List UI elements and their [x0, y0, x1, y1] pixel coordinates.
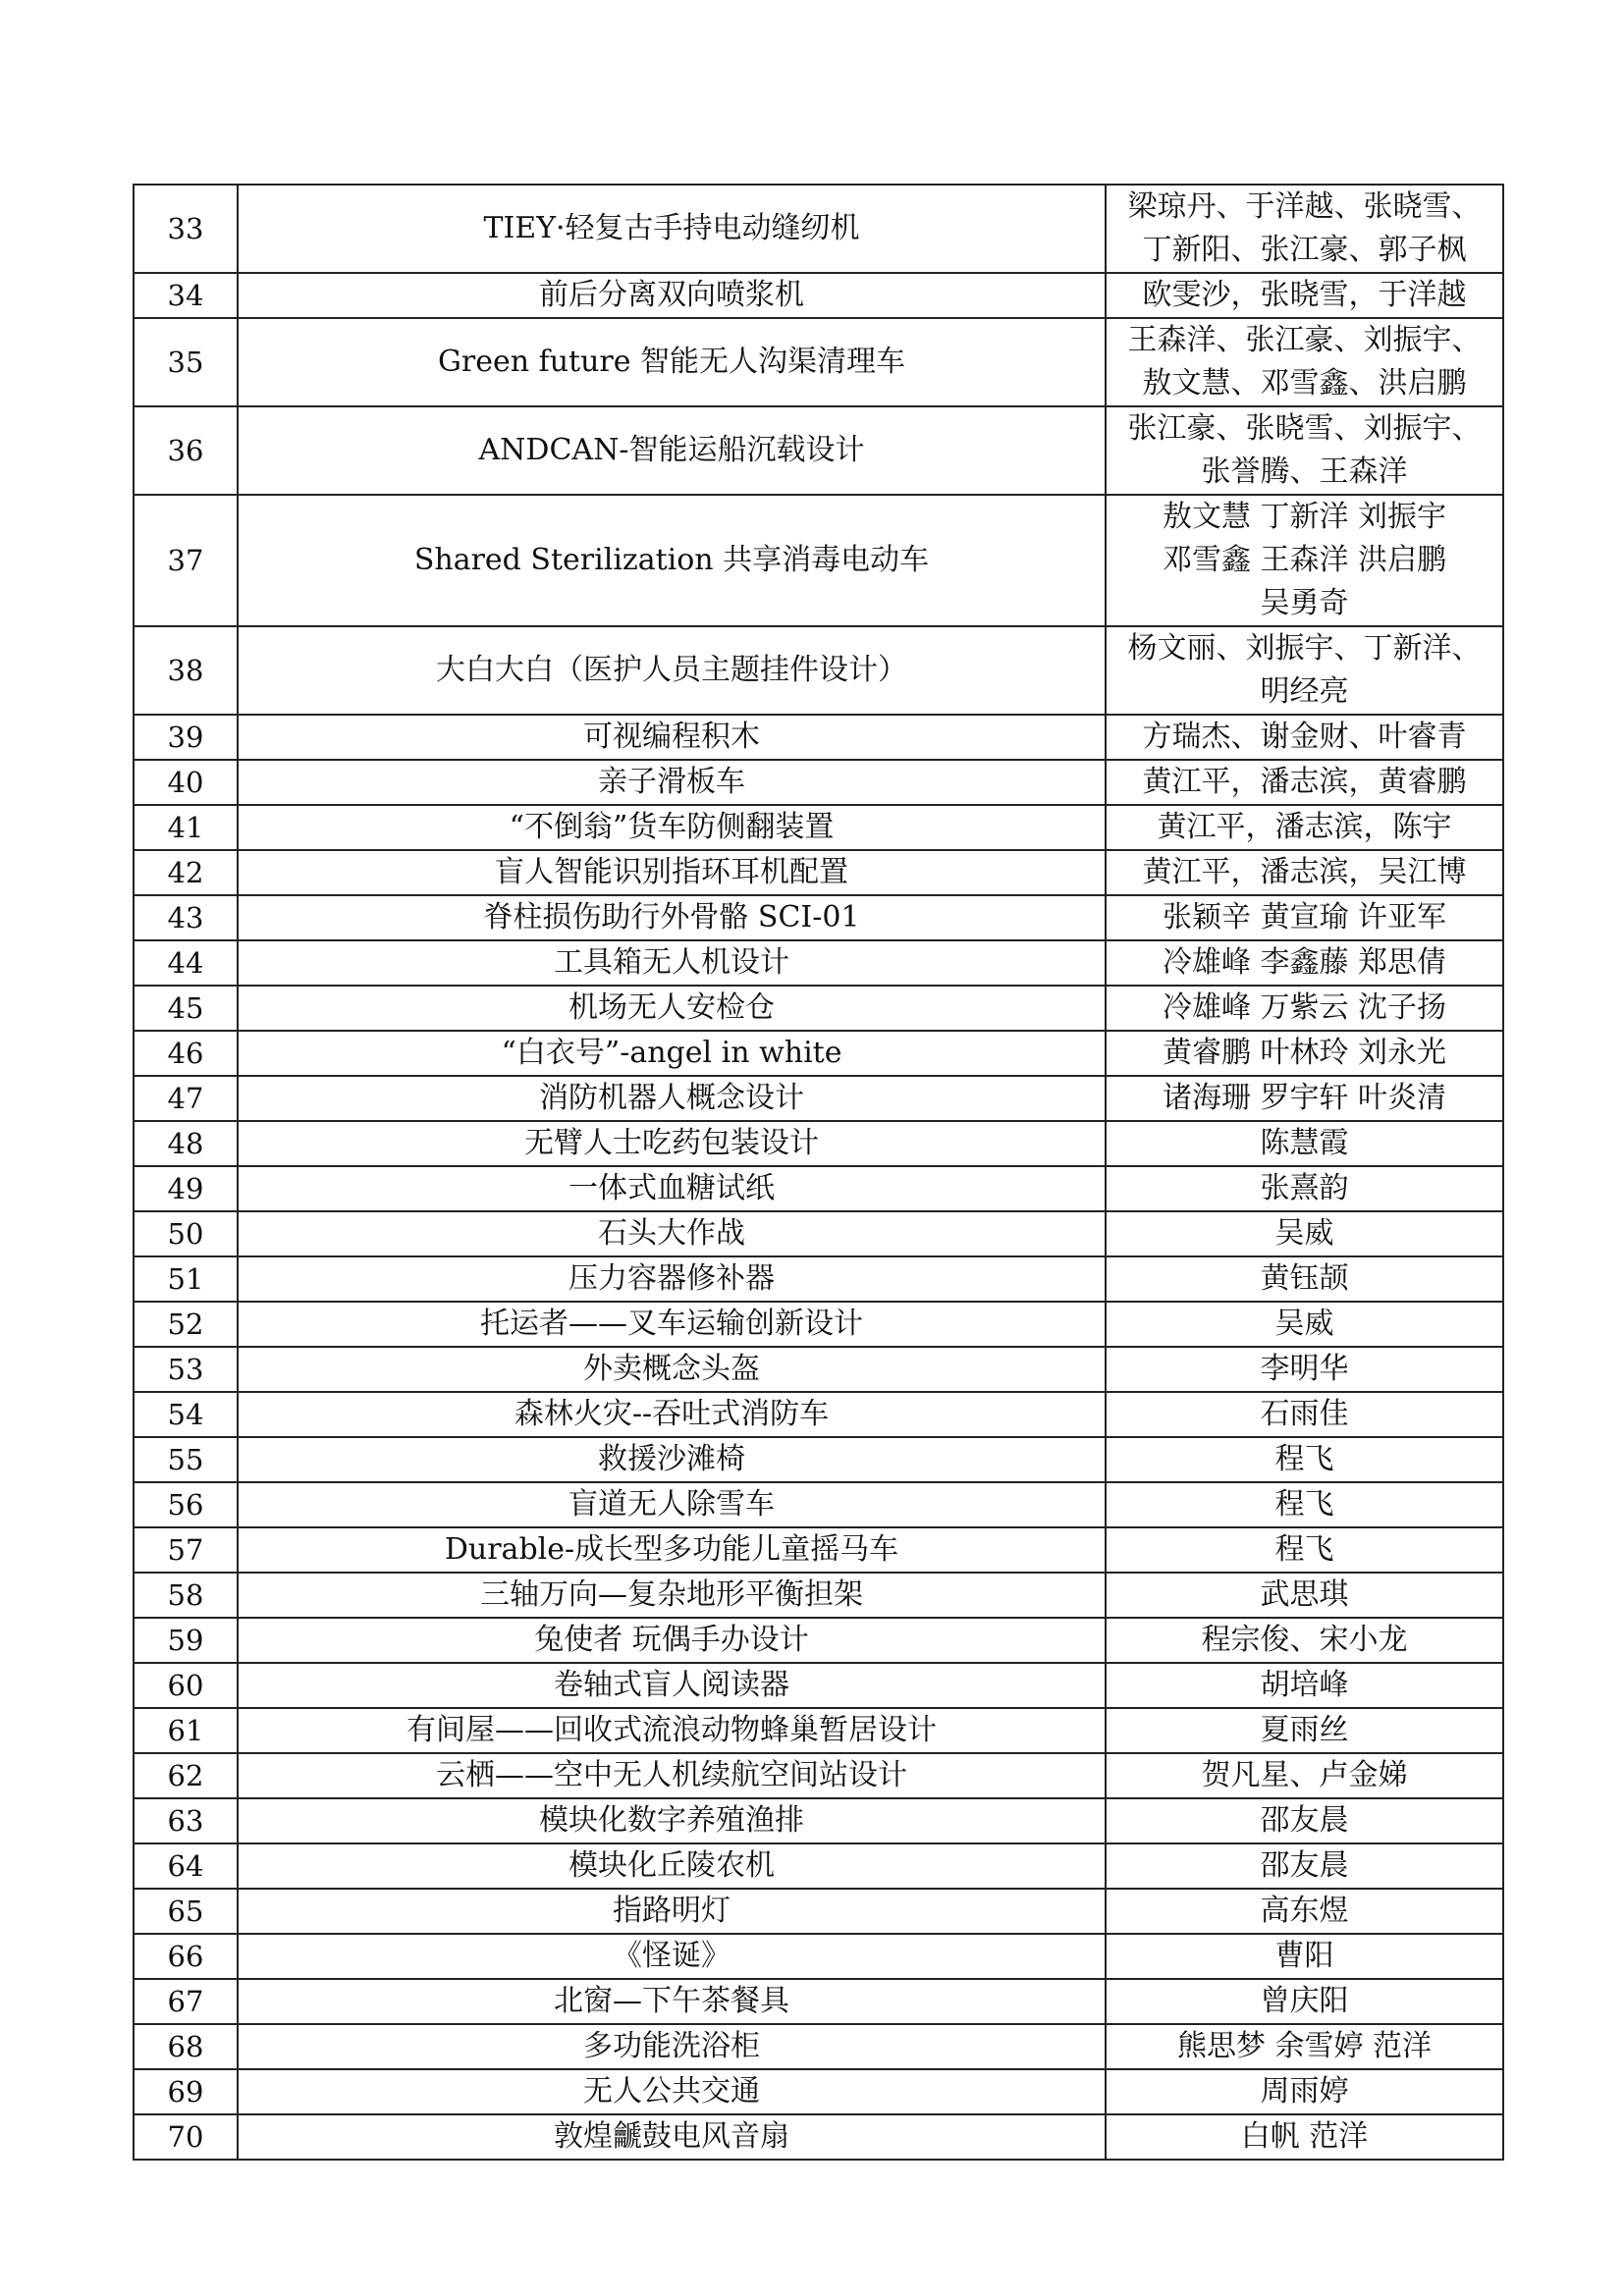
row-number: 57	[134, 1527, 238, 1573]
team-members: 邵友晨	[1106, 1843, 1503, 1889]
team-members: 欧雯沙，张晓雪，于洋越	[1106, 273, 1503, 318]
project-title: 救援沙滩椅	[238, 1437, 1106, 1482]
project-title: 模块化数字养殖渔排	[238, 1798, 1106, 1843]
row-number: 35	[134, 318, 238, 406]
project-title: Durable-成长型多功能儿童摇马车	[238, 1527, 1106, 1573]
row-number: 67	[134, 1979, 238, 2024]
project-title: 指路明灯	[238, 1889, 1106, 1934]
table-row	[134, 1347, 1503, 1392]
project-title: TIEY·轻复古手持电动缝纫机	[238, 185, 1106, 273]
row-number: 61	[134, 1708, 238, 1753]
team-members: 黄江平，潘志滨，黄睿鹏	[1106, 760, 1503, 805]
table-row	[134, 1121, 1503, 1166]
table-row	[134, 1573, 1503, 1618]
project-title: 前后分离双向喷浆机	[238, 273, 1106, 318]
row-number: 43	[134, 895, 238, 940]
project-title: 大白大白（医护人员主题挂件设计）	[238, 626, 1106, 715]
table-row	[134, 715, 1503, 760]
team-members: 曾庆阳	[1106, 1979, 1503, 2024]
team-members: 黄江平，潘志滨，陈宇	[1106, 805, 1503, 850]
team-members: 黄江平，潘志滨，吴江博	[1106, 850, 1503, 895]
project-title: 森林火灾--吞吐式消防车	[238, 1392, 1106, 1437]
project-title: 石头大作战	[238, 1211, 1106, 1256]
table-row	[134, 1889, 1503, 1934]
team-members: 诸海珊 罗宇轩 叶炎清	[1106, 1076, 1503, 1121]
team-members: 熊思梦 余雪婷 范洋	[1106, 2024, 1503, 2069]
row-number: 69	[134, 2069, 238, 2114]
table-row	[134, 1076, 1503, 1121]
project-title: 压力容器修补器	[238, 1256, 1106, 1302]
row-number: 39	[134, 715, 238, 760]
team-members: 杨文丽、刘振宇、丁新洋、 明经亮	[1106, 626, 1503, 715]
row-number: 65	[134, 1889, 238, 1934]
row-number: 68	[134, 2024, 238, 2069]
team-members: 程飞	[1106, 1437, 1503, 1482]
table-row	[134, 1708, 1503, 1753]
project-title: 兔使者 玩偶手办设计	[238, 1618, 1106, 1663]
team-members: 程飞	[1106, 1482, 1503, 1527]
project-title: 盲人智能识别指环耳机配置	[238, 850, 1106, 895]
row-number: 46	[134, 1031, 238, 1076]
row-number: 41	[134, 805, 238, 850]
row-number: 42	[134, 850, 238, 895]
row-number: 45	[134, 986, 238, 1031]
project-title: 脊柱损伤助行外骨骼 SCI-01	[238, 895, 1106, 940]
row-number: 56	[134, 1482, 238, 1527]
table-row	[134, 1031, 1503, 1076]
table-row	[134, 1934, 1503, 1979]
team-members: 吴威	[1106, 1211, 1503, 1256]
project-title: 无人公共交通	[238, 2069, 1106, 2114]
table-row	[134, 1211, 1503, 1256]
team-members: 王森洋、张江豪、刘振宇、 敖文慧、邓雪鑫、洪启鹏	[1106, 318, 1503, 406]
table-row	[134, 1979, 1503, 2024]
projects-table-body	[134, 185, 1503, 2160]
row-number: 47	[134, 1076, 238, 1121]
project-title: “不倒翁”货车防侧翻装置	[238, 805, 1106, 850]
project-title: 消防机器人概念设计	[238, 1076, 1106, 1121]
project-title: 模块化丘陵农机	[238, 1843, 1106, 1889]
team-members: 白帆 范洋	[1106, 2114, 1503, 2160]
table-row	[134, 1618, 1503, 1663]
row-number: 40	[134, 760, 238, 805]
project-title: 有间屋——回收式流浪动物蜂巢暂居设计	[238, 1708, 1106, 1753]
table-row	[134, 850, 1503, 895]
team-members: 曹阳	[1106, 1934, 1503, 1979]
project-title: Green future 智能无人沟渠清理车	[238, 318, 1106, 406]
project-title: 工具箱无人机设计	[238, 940, 1106, 986]
project-title: “白衣号”-angel in white	[238, 1031, 1106, 1076]
row-number: 60	[134, 1663, 238, 1708]
project-title: Shared Sterilization 共享消毒电动车	[238, 495, 1106, 626]
row-number: 63	[134, 1798, 238, 1843]
row-number: 53	[134, 1347, 238, 1392]
row-number: 37	[134, 495, 238, 626]
table-row	[134, 986, 1503, 1031]
table-row	[134, 1302, 1503, 1347]
row-number: 50	[134, 1211, 238, 1256]
table-row	[134, 273, 1503, 318]
table-row	[134, 1663, 1503, 1708]
project-title: ANDCAN-智能运船沉载设计	[238, 406, 1106, 495]
table-row	[134, 760, 1503, 805]
project-title: 机场无人安检仓	[238, 986, 1106, 1031]
table-row	[134, 2069, 1503, 2114]
project-title: 多功能洗浴柜	[238, 2024, 1106, 2069]
row-number: 58	[134, 1573, 238, 1618]
row-number: 51	[134, 1256, 238, 1302]
project-title: 云栖——空中无人机续航空间站设计	[238, 1753, 1106, 1798]
table-row	[134, 2114, 1503, 2160]
team-members: 程飞	[1106, 1527, 1503, 1573]
team-members: 武思琪	[1106, 1573, 1503, 1618]
project-title: 盲道无人除雪车	[238, 1482, 1106, 1527]
team-members: 敖文慧 丁新洋 刘振宇 邓雪鑫 王森洋 洪启鹏 吴勇奇	[1106, 495, 1503, 626]
table-row	[134, 2024, 1503, 2069]
projects-table	[133, 184, 1504, 2161]
table-row	[134, 1843, 1503, 1889]
team-members: 高东煜	[1106, 1889, 1503, 1934]
row-number: 44	[134, 940, 238, 986]
project-title: 一体式血糖试纸	[238, 1166, 1106, 1211]
team-members: 黄睿鹏 叶林玲 刘永光	[1106, 1031, 1503, 1076]
table-row	[134, 1798, 1503, 1843]
row-number: 70	[134, 2114, 238, 2160]
team-members: 邵友晨	[1106, 1798, 1503, 1843]
row-number: 52	[134, 1302, 238, 1347]
table-row	[134, 1166, 1503, 1211]
team-members: 冷雄峰 李鑫藤 郑思倩	[1106, 940, 1503, 986]
project-title: 无臂人士吃药包装设计	[238, 1121, 1106, 1166]
table-row	[134, 940, 1503, 986]
team-members: 夏雨丝	[1106, 1708, 1503, 1753]
table-row	[134, 1256, 1503, 1302]
team-members: 张颖辛 黄宣瑜 许亚军	[1106, 895, 1503, 940]
team-members: 冷雄峰 万紫云 沈子扬	[1106, 986, 1503, 1031]
row-number: 66	[134, 1934, 238, 1979]
row-number: 38	[134, 626, 238, 715]
row-number: 64	[134, 1843, 238, 1889]
team-members: 张江豪、张晓雪、刘振宇、 张誉腾、王森洋	[1106, 406, 1503, 495]
team-members: 贺凡星、卢金娣	[1106, 1753, 1503, 1798]
table-row	[134, 495, 1503, 626]
row-number: 33	[134, 185, 238, 273]
table-row	[134, 1527, 1503, 1573]
table-row	[134, 1482, 1503, 1527]
table-row	[134, 318, 1503, 406]
table-row	[134, 406, 1503, 495]
project-title: 三轴万向—复杂地形平衡担架	[238, 1573, 1106, 1618]
table-row	[134, 805, 1503, 850]
row-number: 48	[134, 1121, 238, 1166]
table-row	[134, 185, 1503, 273]
team-members: 方瑞杰、谢金财、叶睿青	[1106, 715, 1503, 760]
team-members: 石雨佳	[1106, 1392, 1503, 1437]
project-title: 可视编程积木	[238, 715, 1106, 760]
table-row	[134, 1753, 1503, 1798]
team-members: 张熹韵	[1106, 1166, 1503, 1211]
row-number: 34	[134, 273, 238, 318]
team-members: 程宗俊、宋小龙	[1106, 1618, 1503, 1663]
row-number: 49	[134, 1166, 238, 1211]
table-row	[134, 1437, 1503, 1482]
row-number: 59	[134, 1618, 238, 1663]
project-title: 亲子滑板车	[238, 760, 1106, 805]
project-title: 卷轴式盲人阅读器	[238, 1663, 1106, 1708]
team-members: 梁琼丹、于洋越、张晓雪、 丁新阳、张江豪、郭子枫	[1106, 185, 1503, 273]
team-members: 胡培峰	[1106, 1663, 1503, 1708]
row-number: 62	[134, 1753, 238, 1798]
project-title: 《怪诞》	[238, 1934, 1106, 1979]
table-row	[134, 895, 1503, 940]
project-title: 敦煌䶵鼓电风音扇	[238, 2114, 1106, 2160]
team-members: 黄钰颉	[1106, 1256, 1503, 1302]
project-title: 外卖概念头盔	[238, 1347, 1106, 1392]
team-members: 李明华	[1106, 1347, 1503, 1392]
table-row	[134, 1392, 1503, 1437]
team-members: 周雨婷	[1106, 2069, 1503, 2114]
table-row	[134, 626, 1503, 715]
project-title: 托运者——叉车运输创新设计	[238, 1302, 1106, 1347]
row-number: 54	[134, 1392, 238, 1437]
team-members: 吴威	[1106, 1302, 1503, 1347]
project-title: 北窗—下午茶餐具	[238, 1979, 1106, 2024]
row-number: 55	[134, 1437, 238, 1482]
row-number: 36	[134, 406, 238, 495]
team-members: 陈慧霞	[1106, 1121, 1503, 1166]
